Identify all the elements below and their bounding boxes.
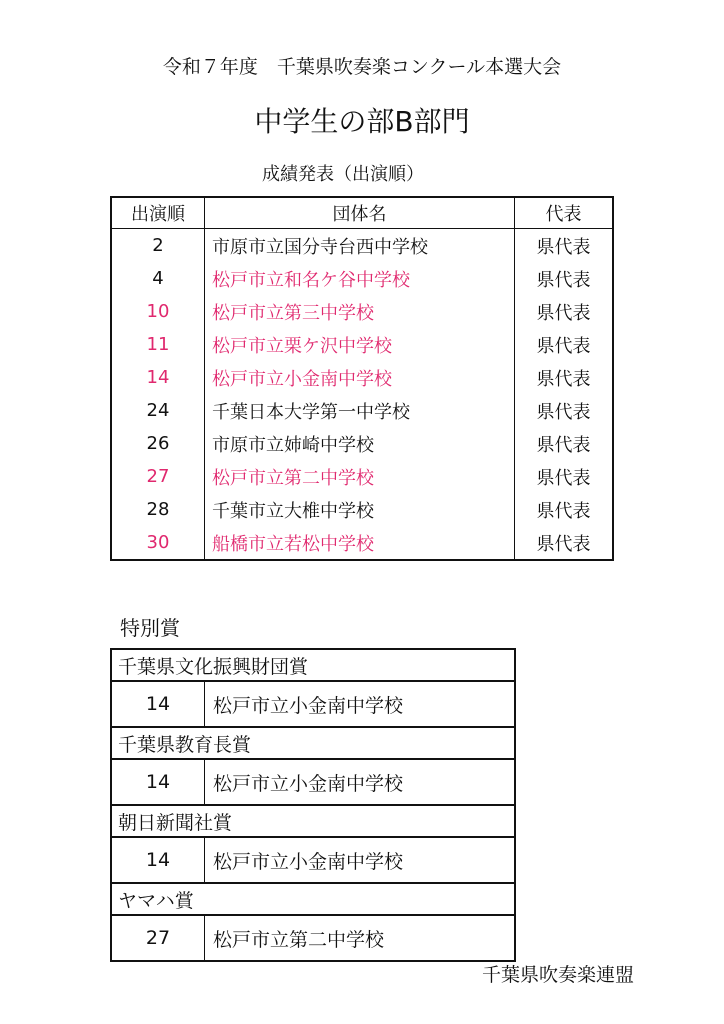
performance-order: 28 (111, 493, 205, 526)
table-row (111, 229, 613, 263)
group-name: 千葉日本大学第一中学校 (205, 394, 515, 427)
group-name: 松戸市立小金南中学校 (205, 361, 515, 394)
award-title-row (111, 883, 515, 915)
representative-status: 県代表 (515, 262, 614, 295)
group-name: 船橋市立若松中学校 (205, 526, 515, 560)
performance-order: 26 (111, 427, 205, 460)
award-winner-row (111, 837, 515, 883)
representative-status: 県代表 (515, 229, 614, 263)
table-row (111, 526, 613, 560)
organization-name: 千葉県吹奏楽連盟 (482, 964, 635, 986)
performance-order: 10 (111, 295, 205, 328)
group-name: 市原市立国分寺台西中学校 (205, 229, 515, 263)
award-winner-row (111, 681, 515, 727)
representative-status: 県代表 (515, 427, 614, 460)
results-header-row (111, 197, 613, 229)
special-awards-heading: 特別賞 (120, 616, 180, 640)
award-title: 朝日新聞社賞 (111, 805, 515, 837)
group-name: 松戸市立第三中学校 (205, 295, 515, 328)
representative-status: 県代表 (515, 394, 614, 427)
representative-status: 県代表 (515, 361, 614, 394)
representative-status: 県代表 (515, 328, 614, 361)
table-row (111, 295, 613, 328)
column-header-representative: 代表 (515, 197, 614, 229)
table-row (111, 493, 613, 526)
representative-status: 県代表 (515, 493, 614, 526)
award-winner-row (111, 759, 515, 805)
table-row (111, 427, 613, 460)
performance-order: 30 (111, 526, 205, 560)
award-title: 千葉県文化振興財団賞 (111, 649, 515, 681)
performance-order: 11 (111, 328, 205, 361)
results-caption: 成績発表（出演順） (262, 164, 424, 185)
award-title: 千葉県教育長賞 (111, 727, 515, 759)
table-row (111, 328, 613, 361)
table-row (111, 262, 613, 295)
award-performance-order: 14 (111, 681, 205, 727)
event-subtitle: 令和７年度 千葉県吹奏楽コンクール本選大会 (162, 56, 562, 78)
table-row (111, 460, 613, 493)
award-performance-order: 14 (111, 837, 205, 883)
table-row (111, 361, 613, 394)
group-name: 松戸市立第二中学校 (205, 460, 515, 493)
award-title-row (111, 805, 515, 837)
award-group-name: 松戸市立小金南中学校 (213, 850, 404, 873)
group-name: 松戸市立栗ケ沢中学校 (205, 328, 515, 361)
award-group-name: 松戸市立小金南中学校 (213, 694, 404, 717)
representative-status: 県代表 (515, 526, 614, 560)
representative-status: 県代表 (515, 460, 614, 493)
group-name: 千葉市立大椎中学校 (205, 493, 515, 526)
performance-order: 24 (111, 394, 205, 427)
awards-body (111, 649, 515, 961)
performance-order: 2 (111, 229, 205, 263)
award-group-name: 松戸市立第二中学校 (213, 928, 385, 951)
special-awards-table (110, 648, 516, 962)
award-group-name: 松戸市立小金南中学校 (213, 772, 404, 795)
award-performance-order: 14 (111, 759, 205, 805)
award-title: ヤマハ賞 (111, 883, 515, 915)
performance-order: 4 (111, 262, 205, 295)
table-row (111, 394, 613, 427)
performance-order: 14 (111, 361, 205, 394)
award-title-row (111, 727, 515, 759)
page-title: 中学生の部B部門 (254, 105, 470, 138)
group-name: 松戸市立和名ケ谷中学校 (205, 262, 515, 295)
award-title-row (111, 649, 515, 681)
award-performance-order: 27 (111, 915, 205, 961)
group-name: 市原市立姉崎中学校 (205, 427, 515, 460)
performance-order: 27 (111, 460, 205, 493)
representative-status: 県代表 (515, 295, 614, 328)
results-body (111, 229, 613, 561)
results-table (110, 196, 614, 561)
column-header-order: 出演順 (111, 197, 205, 229)
column-header-group-name: 団体名 (205, 197, 515, 229)
award-winner-row (111, 915, 515, 961)
